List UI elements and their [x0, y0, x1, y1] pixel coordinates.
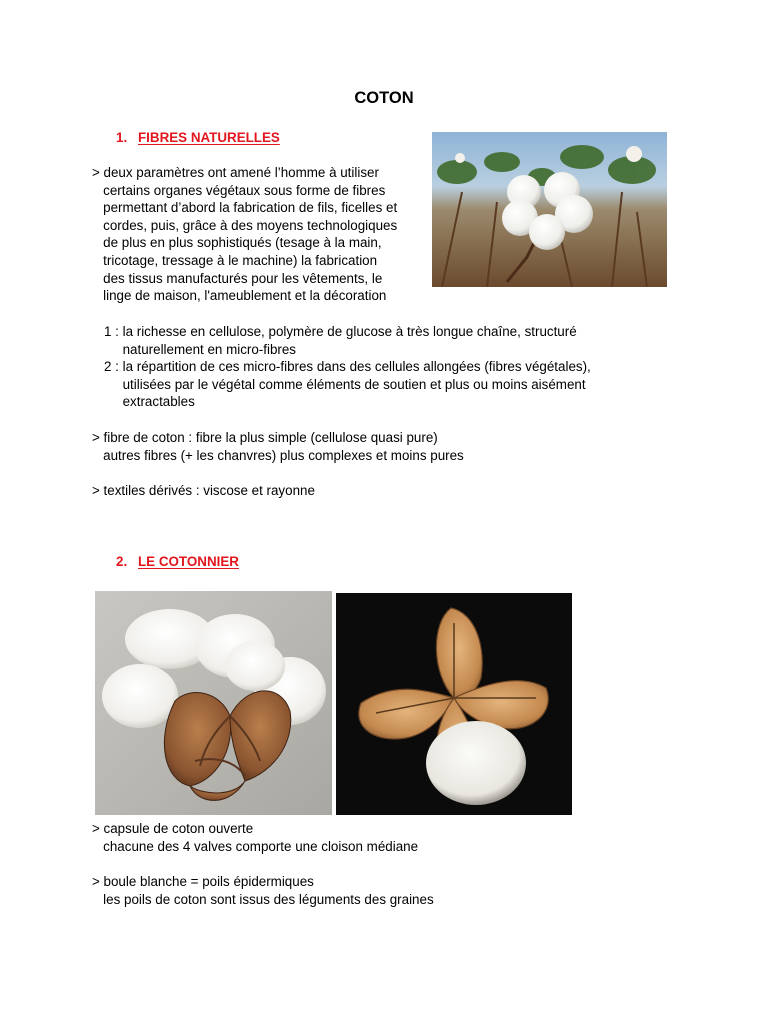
- cotton-capsule-photo: [95, 591, 332, 815]
- intro-paragraph: [92, 164, 397, 305]
- section-2-heading: [116, 553, 239, 570]
- section-1-heading: [116, 129, 280, 146]
- textile-line: > textiles dérivés : viscose et rayonne: [92, 483, 315, 498]
- intro-line: permettant d’abord la fabrication de fils, ficelles et: [92, 200, 398, 216]
- boule-paragraph: [92, 873, 434, 908]
- cotton-field-photo: [432, 132, 667, 287]
- section-1-number: 1.: [116, 130, 128, 145]
- parameter-line: 1 : la richesse en cellulose, polymère de glucose à très longue chaîne, structuré: [104, 324, 577, 339]
- parameter-line: naturellement en micro-fibres: [104, 341, 297, 357]
- capsule-line: > capsule de coton ouverte: [92, 821, 254, 836]
- fibre-line: > fibre de coton : fibre la plus simple (cellulose quasi pure): [92, 430, 438, 445]
- intro-line: de plus en plus sophistiqués (tesage à la main,: [92, 235, 382, 251]
- dried-capsule-photo: [336, 593, 572, 815]
- fibre-line: autres fibres (+ les chanvres) plus complexes et moins pures: [92, 447, 464, 463]
- section-2-number: 2.: [116, 554, 128, 569]
- capsule-paragraph: [92, 820, 418, 855]
- textile-paragraph: [92, 482, 315, 500]
- parameter-line: utilisées par le végétal comme éléments de soutien et plus ou moins aisément: [104, 376, 586, 392]
- boule-line: > boule blanche = poils épidermiques: [92, 874, 314, 889]
- intro-line: > deux paramètres ont amené l’homme à utiliser: [92, 165, 379, 180]
- section-2-title: LE COTONNIER: [138, 554, 239, 569]
- page-title: COTON: [354, 89, 414, 107]
- intro-line: des tissus manufacturés pour les vêtements, le: [92, 270, 383, 286]
- fibre-paragraph: [92, 429, 464, 464]
- intro-line: certains organes végétaux sous forme de fibres: [92, 182, 386, 198]
- parameter-line: extractables: [104, 394, 195, 410]
- parameter-line: 2 : la répartition de ces micro-fibres dans des cellules allongées (fibres végétales),: [104, 359, 591, 375]
- section-1-title: FIBRES NATURELLES: [138, 130, 280, 145]
- parameters-list: [104, 323, 591, 411]
- intro-line: linge de maison, l'ameublement et la décoration: [92, 288, 387, 304]
- capsule-line: chacune des 4 valves comporte une cloison médiane: [92, 838, 419, 854]
- boule-line: les poils de coton sont issus des léguments des graines: [92, 891, 434, 907]
- intro-line: cordes, puis, grâce à des moyens technologiques: [92, 217, 398, 233]
- intro-line: tricotage, tressage à le machine) la fabrication: [92, 252, 378, 268]
